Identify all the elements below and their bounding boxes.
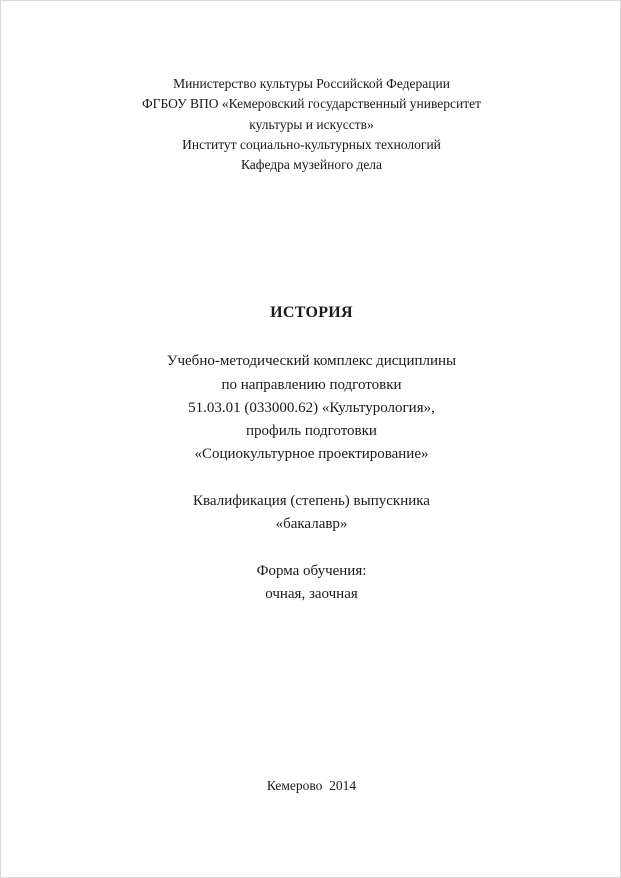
description-line-4: профиль подготовки (246, 423, 377, 439)
university-name-line2: культуры и искусств» (249, 117, 374, 132)
document-title: ИСТОРИЯ (270, 304, 353, 321)
institute-name: Институт социально-культурных технологий (182, 137, 441, 152)
department-name: Кафедра музейного дела (240, 157, 383, 172)
qualification-value: «бакалавр» (275, 516, 348, 532)
description-line-5: «Социокультурное проектирование» (194, 446, 429, 462)
ministry-name: Министерство культуры Российской Федерации (173, 76, 450, 91)
description-line-2: по направлению подготовки (221, 377, 402, 393)
study-form-label: Форма обучения: (256, 563, 367, 579)
university-name-line1: ФГБОУ ВПО «Кемеровский государственный университет (141, 96, 482, 111)
qualification-label: Квалификация (степень) выпускника (193, 493, 430, 509)
study-form-value: очная, заочная (265, 586, 358, 602)
description-line-1: Учебно-методический комплекс дисциплины (166, 353, 457, 369)
description-line-3: 51.03.01 (033000.62) «Культурология», (188, 400, 435, 416)
city-year: Кемерово 2014 (266, 778, 357, 793)
